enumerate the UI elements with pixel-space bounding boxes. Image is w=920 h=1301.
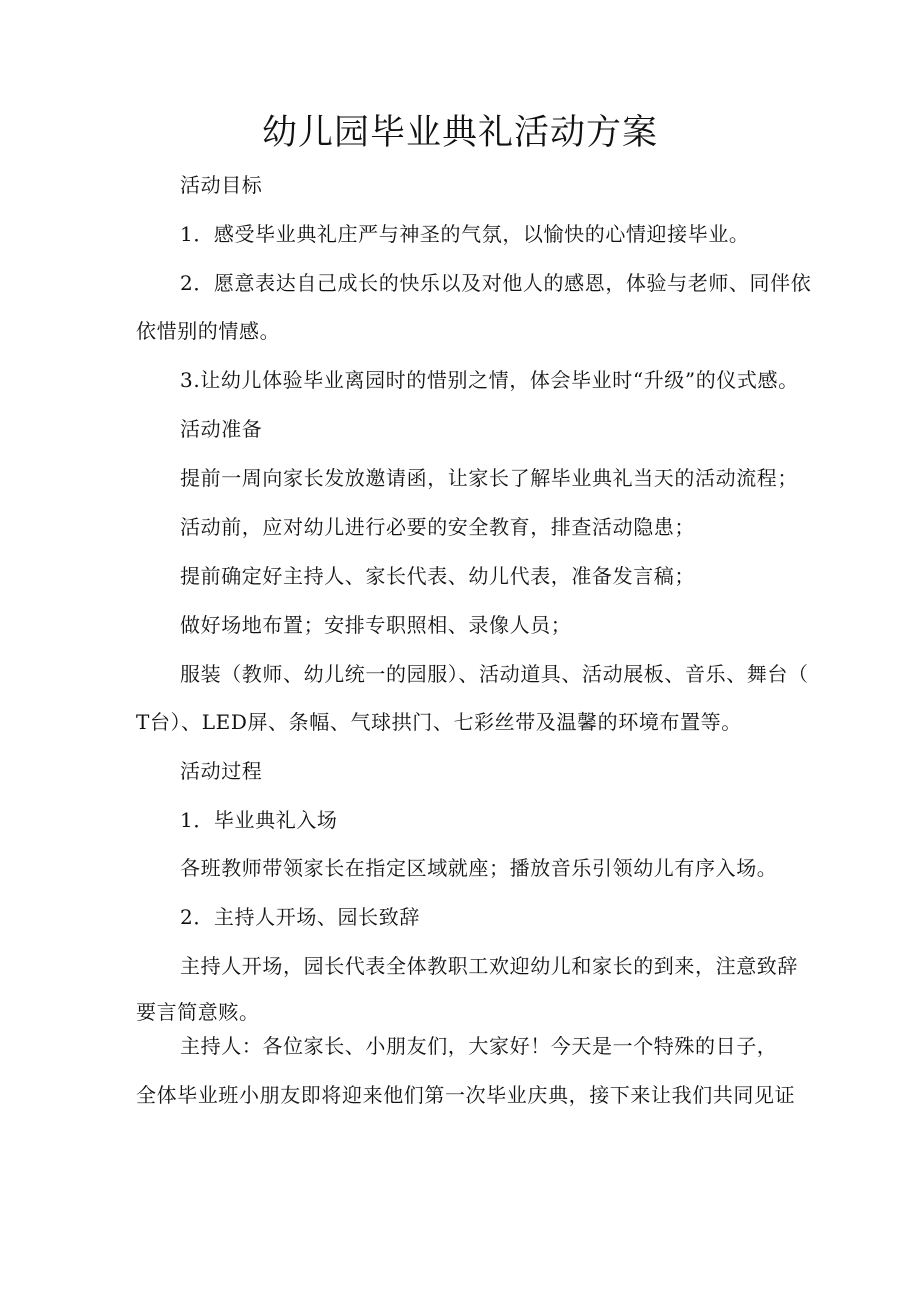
preparation-item-3: 提前确定好主持人、家长代表、幼儿代表，准备发言稿； <box>180 564 695 588</box>
preparation-item-2: 活动前，应对幼儿进行必要的安全教育，排查活动隐患； <box>180 515 695 539</box>
preparation-item-5: 服装（教师、幼儿统一的园服）、活动道具、活动展板、音乐、舞台（ <box>180 662 809 686</box>
section-heading-preparation: 活动准备 <box>180 417 263 441</box>
host-speech-line-1: 主持人：各位家长、小朋友们，大家好！今天是一个特殊的日子， <box>180 1034 778 1058</box>
preparation-item-5-continued: T台）、LED屏、条幅、气球拱门、七彩丝带及温馨的环境布置等。 <box>136 710 742 734</box>
process-step-2-text: 主持人开场，园长代表全体教职工欢迎幼儿和家长的到来，注意致辞 <box>180 954 798 978</box>
process-step-1-heading: 1．毕业典礼入场 <box>180 808 338 832</box>
goal-item-2-continued: 依惜别的情感。 <box>136 319 281 343</box>
process-step-2-heading: 2．主持人开场、园长致辞 <box>180 905 420 929</box>
goal-item-2: 2．愿意表达自己成长的快乐以及对他人的感恩，体验与老师、同伴依 <box>180 271 812 295</box>
document-title: 幼儿园毕业典礼活动方案 <box>261 113 658 153</box>
goal-item-1: 1．感受毕业典礼庄严与神圣的气氛，以愉快的心情迎接毕业。 <box>180 222 750 246</box>
section-heading-goals: 活动目标 <box>180 173 263 197</box>
preparation-item-1: 提前一周向家长发放邀请函，让家长了解毕业典礼当天的活动流程； <box>180 466 798 490</box>
section-heading-process: 活动过程 <box>180 759 263 783</box>
goal-item-3: 3.让幼儿体验毕业离园时的惜别之情，体会毕业时“升级”的仪式感。 <box>180 368 799 392</box>
host-speech-line-2: 全体毕业班小朋友即将迎来他们第一次毕业庆典，接下来让我们共同见证 <box>136 1083 796 1107</box>
process-step-2-text-continued: 要言简意赅。 <box>136 1000 260 1024</box>
process-step-1-text: 各班教师带领家长在指定区域就座；播放音乐引领幼儿有序入场。 <box>180 856 778 880</box>
preparation-item-4: 做好场地布置；安排专职照相、录像人员； <box>180 613 572 637</box>
